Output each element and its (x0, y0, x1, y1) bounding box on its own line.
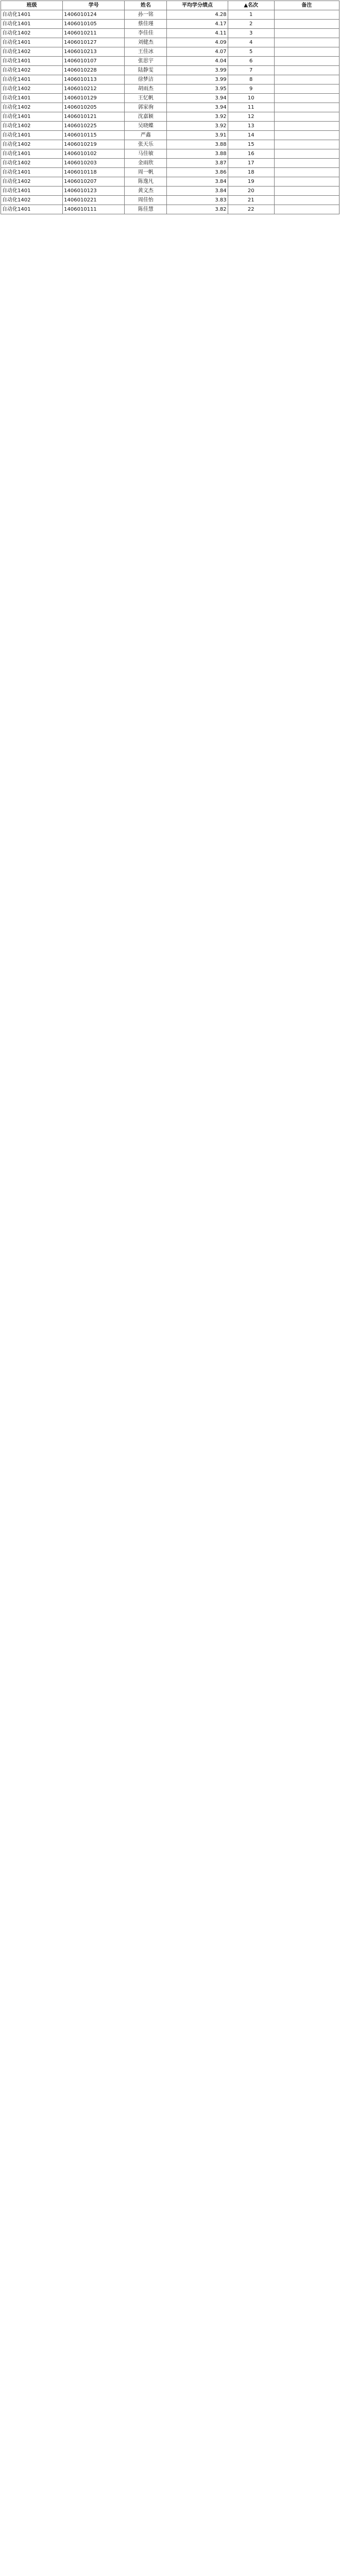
cell-student-id: 1406010211 (63, 29, 125, 38)
header-note[interactable]: 备注 (274, 1, 339, 10)
cell-class: 自动化1402 (1, 196, 63, 205)
cell-name: 刘健杰 (125, 38, 167, 47)
table-row[interactable] (1, 84, 339, 94)
table-row[interactable] (1, 103, 339, 112)
cell-class: 自动化1401 (1, 10, 63, 20)
cell-rank: 18 (228, 168, 274, 177)
table-row[interactable] (1, 131, 339, 140)
cell-class: 自动化1402 (1, 66, 63, 75)
cell-gpa: 3.99 (167, 66, 228, 75)
cell-note (274, 112, 339, 122)
cell-class: 自动化1401 (1, 205, 63, 214)
cell-rank: 10 (228, 94, 274, 103)
cell-rank: 14 (228, 131, 274, 140)
table-row[interactable] (1, 177, 339, 187)
cell-name: 陈佳慧 (125, 205, 167, 214)
cell-note (274, 29, 339, 38)
cell-rank: 9 (228, 84, 274, 94)
cell-note (274, 38, 339, 47)
table-row[interactable] (1, 20, 339, 29)
cell-gpa: 3.83 (167, 196, 228, 205)
cell-student-id: 1406010221 (63, 196, 125, 205)
cell-gpa: 3.88 (167, 140, 228, 149)
table-body (1, 10, 339, 214)
cell-class: 自动化1402 (1, 140, 63, 149)
cell-name: 徐梦洁 (125, 75, 167, 84)
header-gpa[interactable]: 平均学分绩点 (167, 1, 228, 10)
cell-class: 自动化1402 (1, 177, 63, 187)
cell-note (274, 20, 339, 29)
cell-rank: 1 (228, 10, 274, 20)
cell-class: 自动化1402 (1, 29, 63, 38)
cell-class: 自动化1402 (1, 47, 63, 57)
cell-name: 蔡佳瑾 (125, 20, 167, 29)
table-row[interactable] (1, 196, 339, 205)
cell-class: 自动化1401 (1, 149, 63, 159)
cell-gpa: 3.82 (167, 205, 228, 214)
cell-gpa: 3.95 (167, 84, 228, 94)
cell-student-id: 1406010225 (63, 122, 125, 131)
cell-name: 马佳敏 (125, 149, 167, 159)
cell-note (274, 168, 339, 177)
cell-name: 李佳佳 (125, 29, 167, 38)
cell-note (274, 159, 339, 168)
cell-note (274, 66, 339, 75)
cell-student-id: 1406010203 (63, 159, 125, 168)
cell-name: 严鑫 (125, 131, 167, 140)
table-row[interactable] (1, 149, 339, 159)
cell-class: 自动化1401 (1, 187, 63, 196)
cell-note (274, 75, 339, 84)
cell-student-id: 1406010124 (63, 10, 125, 20)
cell-class: 自动化1401 (1, 38, 63, 47)
table-row[interactable] (1, 66, 339, 75)
cell-name: 孙一铭 (125, 10, 167, 20)
table-row[interactable] (1, 168, 339, 177)
cell-name: 胡雨杰 (125, 84, 167, 94)
table-row[interactable] (1, 47, 339, 57)
cell-gpa: 4.04 (167, 57, 228, 66)
cell-gpa: 3.87 (167, 159, 228, 168)
table-row[interactable] (1, 112, 339, 122)
table-row[interactable] (1, 29, 339, 38)
cell-gpa: 3.92 (167, 122, 228, 131)
cell-class: 自动化1402 (1, 103, 63, 112)
cell-student-id: 1406010107 (63, 57, 125, 66)
cell-gpa: 3.84 (167, 177, 228, 187)
cell-name: 张天乐 (125, 140, 167, 149)
cell-student-id: 1406010228 (63, 66, 125, 75)
table-row[interactable] (1, 205, 339, 214)
cell-name: 周一帆 (125, 168, 167, 177)
cell-rank: 13 (228, 122, 274, 131)
table-row[interactable] (1, 57, 339, 66)
cell-gpa: 4.11 (167, 29, 228, 38)
cell-gpa: 3.84 (167, 187, 228, 196)
table-row[interactable] (1, 159, 339, 168)
cell-note (274, 103, 339, 112)
cell-gpa: 3.91 (167, 131, 228, 140)
cell-name: 王忆帆 (125, 94, 167, 103)
cell-student-id: 1406010205 (63, 103, 125, 112)
cell-class: 自动化1401 (1, 112, 63, 122)
cell-note (274, 57, 339, 66)
cell-rank: 2 (228, 20, 274, 29)
cell-rank: 11 (228, 103, 274, 112)
cell-name: 王佳冰 (125, 47, 167, 57)
cell-note (274, 187, 339, 196)
cell-rank: 20 (228, 187, 274, 196)
cell-class: 自动化1402 (1, 122, 63, 131)
cell-name: 张思宇 (125, 57, 167, 66)
cell-rank: 22 (228, 205, 274, 214)
table-row[interactable] (1, 187, 339, 196)
table-row[interactable] (1, 140, 339, 149)
cell-student-id: 1406010111 (63, 205, 125, 214)
cell-student-id: 1406010118 (63, 168, 125, 177)
gpa-ranking-table (1, 1, 339, 214)
cell-note (274, 94, 339, 103)
cell-name: 黄文杰 (125, 187, 167, 196)
cell-name: 陆静雯 (125, 66, 167, 75)
cell-gpa: 4.07 (167, 47, 228, 57)
cell-rank: 7 (228, 66, 274, 75)
cell-name: 金雨欣 (125, 159, 167, 168)
cell-gpa: 3.99 (167, 75, 228, 84)
header-student-id[interactable]: 学号 (63, 1, 125, 10)
cell-rank: 8 (228, 75, 274, 84)
cell-gpa: 3.94 (167, 94, 228, 103)
cell-name: 吴晓蝶 (125, 122, 167, 131)
cell-name: 陈逸凡 (125, 177, 167, 187)
cell-note (274, 149, 339, 159)
cell-rank: 6 (228, 57, 274, 66)
cell-student-id: 1406010102 (63, 149, 125, 159)
cell-student-id: 1406010212 (63, 84, 125, 94)
cell-student-id: 1406010105 (63, 20, 125, 29)
table-header-row (1, 1, 339, 10)
cell-note (274, 140, 339, 149)
cell-student-id: 1406010127 (63, 38, 125, 47)
cell-student-id: 1406010213 (63, 47, 125, 57)
cell-rank: 5 (228, 47, 274, 57)
cell-student-id: 1406010207 (63, 177, 125, 187)
cell-rank: 4 (228, 38, 274, 47)
cell-class: 自动化1402 (1, 159, 63, 168)
cell-student-id: 1406010219 (63, 140, 125, 149)
header-rank-sorted[interactable]: ▲名次 (228, 1, 274, 10)
cell-note (274, 10, 339, 20)
cell-student-id: 1406010113 (63, 75, 125, 84)
cell-rank: 17 (228, 159, 274, 168)
cell-note (274, 177, 339, 187)
cell-gpa: 3.86 (167, 168, 228, 177)
cell-class: 自动化1401 (1, 57, 63, 66)
table-row[interactable] (1, 10, 339, 20)
cell-name: 沈嘉颖 (125, 112, 167, 122)
cell-gpa: 3.92 (167, 112, 228, 122)
cell-gpa: 3.94 (167, 103, 228, 112)
cell-class: 自动化1401 (1, 20, 63, 29)
cell-rank: 12 (228, 112, 274, 122)
cell-rank: 15 (228, 140, 274, 149)
cell-note (274, 131, 339, 140)
cell-student-id: 1406010123 (63, 187, 125, 196)
cell-student-id: 1406010129 (63, 94, 125, 103)
cell-class: 自动化1401 (1, 75, 63, 84)
cell-name: 周佳怡 (125, 196, 167, 205)
cell-gpa: 4.28 (167, 10, 228, 20)
cell-rank: 19 (228, 177, 274, 187)
cell-note (274, 122, 339, 131)
table-row[interactable] (1, 94, 339, 103)
cell-gpa: 3.88 (167, 149, 228, 159)
cell-class: 自动化1401 (1, 94, 63, 103)
cell-rank: 21 (228, 196, 274, 205)
cell-name: 郭家驹 (125, 103, 167, 112)
cell-rank: 16 (228, 149, 274, 159)
cell-class: 自动化1401 (1, 168, 63, 177)
cell-gpa: 4.09 (167, 38, 228, 47)
cell-note (274, 84, 339, 94)
header-class[interactable]: 班级 (1, 1, 63, 10)
table-row[interactable] (1, 122, 339, 131)
cell-gpa: 4.17 (167, 20, 228, 29)
cell-note (274, 47, 339, 57)
cell-class: 自动化1401 (1, 131, 63, 140)
table-row[interactable] (1, 75, 339, 84)
cell-student-id: 1406010115 (63, 131, 125, 140)
cell-student-id: 1406010121 (63, 112, 125, 122)
cell-class: 自动化1402 (1, 84, 63, 94)
cell-note (274, 205, 339, 214)
table-row[interactable] (1, 38, 339, 47)
cell-note (274, 196, 339, 205)
cell-rank: 3 (228, 29, 274, 38)
header-name[interactable]: 姓名 (125, 1, 167, 10)
